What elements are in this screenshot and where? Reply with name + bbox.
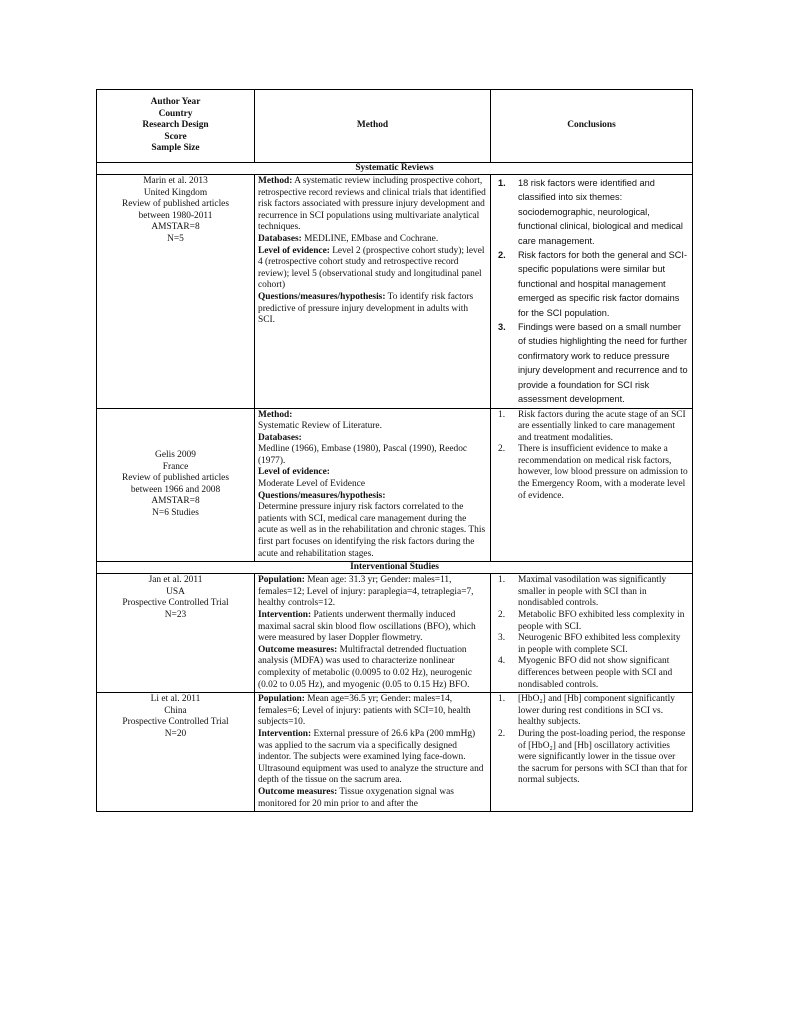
method-text: Level 2 (prospective cohort study); level 4 (retrospective cohort study and retrospective record review); level 5 (observational study and longitudinal panel cohort) [258, 245, 485, 291]
method-cell [255, 175, 491, 409]
item-number: 4. [498, 656, 506, 667]
conclusions-list [494, 176, 689, 407]
study-line: N=20 [164, 728, 187, 739]
study-line: between 1980-2011 [138, 210, 213, 221]
study-line: N=5 [167, 233, 184, 244]
table-row [97, 408, 693, 562]
list-item [494, 633, 689, 656]
study-line: Review of published articles [121, 473, 229, 484]
list-item [494, 248, 689, 320]
method-text: To identify risk factors predictive of pressure injury development in adults with SCI. [258, 291, 474, 326]
header-row [97, 90, 693, 163]
list-item [494, 176, 689, 248]
section-title: Systematic Reviews [97, 163, 693, 175]
header-line: Country [158, 108, 193, 119]
method-text: Tissue oxygenation signal was monitored for 20 min prior to and after the [258, 786, 454, 809]
list-item [494, 656, 689, 691]
study-line: AMSTAR=8 [151, 222, 200, 233]
method-cell [255, 408, 491, 562]
header-line: Sample Size [151, 143, 200, 154]
method-label: Databases: [258, 233, 302, 244]
study-line: Review of published articles [121, 199, 229, 210]
study-cell [97, 693, 255, 812]
study-line: China [164, 705, 187, 716]
study-line: AMSTAR=8 [151, 496, 200, 507]
item-text: 18 risk factors were identified and classified into six themes: sociodemographic, neurological, functional clinical, biological and medical care management. [518, 178, 683, 246]
item-number: 2. [498, 610, 506, 620]
study-cell [97, 175, 255, 409]
item-text: [HbO₂] and [Hb] component significantly lower during rest conditions in SCI vs. healthy subjects. [518, 694, 675, 728]
method-label: Population: [258, 694, 305, 705]
table-row [97, 574, 693, 693]
item-text: Metabolic BFO exhibited less complexity in people with SCI. [518, 610, 685, 632]
section-row [97, 163, 693, 175]
conclusions-cell [491, 574, 693, 693]
list-item [494, 410, 689, 445]
list-item [494, 444, 689, 502]
study-line: Li et al. 2011 [150, 694, 201, 705]
study-line: USA [166, 586, 185, 597]
method-text: Moderate Level of Evidence [258, 479, 365, 490]
conclusions-list [494, 694, 689, 787]
header-conclusions: Conclusions [491, 90, 693, 163]
method-label: Intervention: [258, 610, 312, 620]
method-label: Intervention: [258, 728, 312, 739]
method-cell [255, 574, 491, 693]
method-label: Level of evidence: [258, 467, 330, 478]
item-number: 1. [498, 409, 506, 420]
item-text: Risk factors during the acute stage of an SCI are essentially linked to care management and treatment modalities. [518, 409, 686, 443]
table-body [97, 163, 693, 812]
method-text: A systematic review including prospective cohort, retrospective record reviews and clinical trials that identified risk factors associated with pressure injury development and recurrence in SCI populations using multivariate analytical techniques. [258, 176, 486, 233]
item-text: There is insufficient evidence to make a recommendation on medical risk factors, however, low blood pressure on admission to the Emergency Room, with a moderate level of evidence. [518, 444, 688, 501]
list-item [494, 610, 689, 633]
item-text: Myogenic BFO did not show significant differences between people with SCI and nondisabled controls. [518, 656, 673, 690]
method-label: Questions/measures/hypothesis: [258, 490, 386, 501]
method-label: Questions/measures/hypothesis: [258, 291, 386, 302]
method-text: Medline (1966), Embase (1980), Pascal (1990), Reedoc (1977). [258, 444, 468, 466]
item-number: 1. [498, 694, 506, 705]
method-text: Systematic Review of Literature. [258, 421, 382, 432]
study-line: Prospective Controlled Trial [122, 717, 229, 728]
study-line: United Kingdom [143, 187, 208, 198]
table-row [97, 693, 693, 812]
item-number: 1. [498, 178, 506, 188]
method-cell [255, 693, 491, 812]
method-label: Method: [258, 409, 293, 420]
header-method: Method [255, 90, 491, 163]
method-text: Multifractal detrended fluctuation analysis (MDFA) was used to characterize nonlinear complexity of metabolic (0.0095 to 0.02 Hz), neurogenic (0.02 to 0.05 Hz), and myogenic (0.05 to 0.15 Hz) BFO. [258, 644, 473, 690]
study-cell [97, 574, 255, 693]
method-label: Outcome measures: [258, 786, 338, 797]
item-number: 3. [498, 633, 506, 644]
study-line: Gelis 2009 [155, 450, 196, 461]
evidence-table [96, 89, 693, 812]
method-label: Databases: [258, 432, 302, 443]
item-number: 3. [498, 322, 506, 333]
study-line: N=23 [164, 610, 187, 620]
list-item [494, 575, 689, 610]
method-text: Mean age=36.5 yr; Gender: males=14, females=6; Level of injury: patients with SCI=10, health subjects=10. [258, 694, 471, 728]
item-text: Maximal vasodilation was significantly smaller in people with SCI than in nondisabled controls. [518, 575, 667, 609]
study-line: France [162, 461, 189, 472]
list-item [494, 694, 689, 729]
table-row [97, 175, 693, 409]
study-cell [97, 408, 255, 562]
method-text: Patients underwent thermally induced maximal sacral skin blood flow oscillations (BFO), which were measured by laser Doppler flowmetry. [258, 610, 476, 644]
header-line: Research Design [142, 120, 209, 131]
item-text: Neurogenic BFO exhibited less complexity in people with complete SCI. [518, 633, 681, 655]
study-line: N=6 Studies [152, 508, 199, 519]
item-number: 2. [498, 444, 506, 455]
item-text: Risk factors for both the general and SCI-specific populations were similar but functional and hospital management emerged as specific risk factor domains for the SCI population. [518, 250, 688, 318]
method-text: Mean age: 31.3 yr; Gender: males=11, females=12; Level of injury: paraplegia=4, tetraplegia=7, healthy controls=12. [258, 575, 474, 609]
conclusions-cell [491, 175, 693, 409]
method-text: Determine pressure injury risk factors correlated to the patients with SCI, medical care management during the acute as well as in the rehabilitation and chronic stages. This first part focuses on identifying the risk factors during the acute and rehabilitation stages. [258, 502, 486, 559]
header-line: Author Year [150, 97, 201, 108]
item-number: 1. [498, 575, 506, 586]
method-text: MEDLINE, EMbase and Cochrane. [301, 233, 439, 244]
study-line: Jan et al. 2011 [148, 575, 203, 586]
header-study [97, 90, 255, 163]
list-item [494, 320, 689, 406]
item-number: 2. [498, 250, 506, 261]
item-text: Findings were based on a small number of studies highlighting the need for further confirmatory work to reduce pressure injury development and recurrence and to provide a foundation for SCI risk assessment development. [518, 322, 688, 405]
item-number: 2. [498, 728, 506, 739]
method-text: External pressure of 26.6 kPa (200 mmHg) was applied to the sacrum via a specifically designed indentor. The subjects were examined lying face-down. Ultrasound equipment was used to analyze the structure and depth of the tissue on the sacrum area. [258, 728, 484, 786]
section-row [97, 562, 693, 574]
item-text: During the post-loading period, the response of [HbO₂] and [Hb] oscillatory activities were significantly lower in the tissue over the sacrum for persons with SCI than that for normal subjects. [518, 728, 688, 786]
study-line: between 1966 and 2008 [130, 484, 221, 495]
method-label: Level of evidence: [258, 245, 330, 256]
study-line: Marin et al. 2013 [143, 176, 208, 186]
conclusions-list [494, 575, 689, 691]
method-label: Outcome measures: [258, 644, 338, 655]
conclusions-cell [491, 408, 693, 562]
method-label: Population: [258, 575, 305, 586]
method-label: Method: [258, 176, 293, 186]
conclusions-list [494, 410, 689, 503]
list-item [494, 729, 689, 787]
header-line: Score [164, 131, 187, 142]
conclusions-cell [491, 693, 693, 812]
study-line: Prospective Controlled Trial [122, 598, 229, 609]
section-title: Interventional Studies [97, 562, 693, 574]
